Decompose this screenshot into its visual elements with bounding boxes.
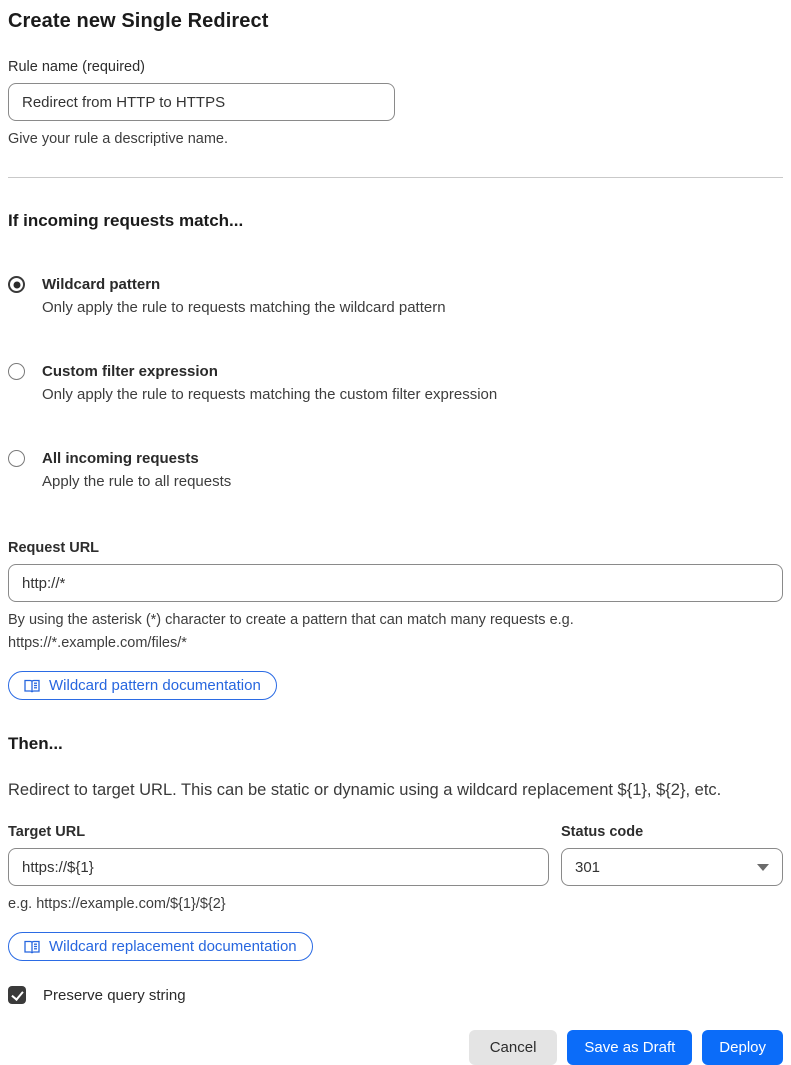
page-title: Create new Single Redirect [8, 10, 269, 32]
rule-name-input[interactable] [8, 83, 395, 121]
status-code-value: 301 [575, 858, 601, 876]
caret-down-icon [757, 864, 769, 871]
status-code-label: Status code [561, 824, 644, 840]
request-url-help-line2: https://*.example.com/files/* [8, 635, 187, 651]
request-url-help-line1: By using the asterisk (*) character to create a pattern that can match many requests e.g. [8, 612, 574, 628]
radio-description: Apply the rule to all requests [42, 473, 232, 490]
deploy-button[interactable]: Deploy [702, 1030, 783, 1065]
preserve-query-row[interactable] [8, 986, 783, 1004]
target-url-value: https://${1} [22, 858, 94, 876]
book-icon [24, 679, 40, 693]
rule-name-label: Rule name (required) [8, 59, 146, 75]
request-url-input[interactable] [8, 564, 783, 602]
radio-option-all-requests[interactable] [8, 448, 783, 493]
radio-label: Wildcard pattern [42, 276, 161, 293]
target-url-label: Target URL [8, 824, 86, 840]
radio-unselected-icon[interactable] [8, 363, 25, 380]
radio-description: Only apply the rule to requests matching the wildcard pattern [42, 299, 446, 316]
wildcard-replacement-doc-button[interactable] [8, 932, 313, 961]
radio-description: Only apply the rule to requests matching the custom filter expression [42, 386, 498, 403]
target-url-help: e.g. https://example.com/${1}/${2} [8, 896, 226, 912]
radio-unselected-icon[interactable] [8, 450, 25, 467]
doc-button-label: Wildcard pattern documentation [49, 677, 261, 694]
save-as-draft-button[interactable]: Save as Draft [567, 1030, 692, 1065]
target-url-input[interactable] [8, 848, 549, 886]
request-url-label: Request URL [8, 540, 100, 556]
target-status-row [8, 824, 783, 916]
radio-option-custom-filter[interactable] [8, 361, 783, 406]
book-icon [24, 940, 40, 954]
request-url-help [8, 609, 783, 655]
status-code-select[interactable] [561, 848, 783, 886]
then-description: Redirect to target URL. This can be static or dynamic using a wildcard replacement ${1}, ${2}, etc. [8, 781, 722, 799]
rule-name-value: Redirect from HTTP to HTTPS [22, 93, 226, 111]
cancel-button[interactable]: Cancel [469, 1030, 558, 1065]
rule-name-help: Give your rule a descriptive name. [8, 131, 229, 147]
radio-label: Custom filter expression [42, 363, 218, 380]
then-section-heading: Then... [8, 734, 63, 753]
radio-option-wildcard-pattern[interactable] [8, 274, 783, 319]
wildcard-pattern-doc-button[interactable] [8, 671, 277, 700]
radio-label: All incoming requests [42, 450, 199, 467]
section-divider [8, 177, 783, 178]
checkbox-checked-icon[interactable] [8, 986, 26, 1004]
preserve-query-label: Preserve query string [43, 986, 186, 1004]
match-section-heading: If incoming requests match... [8, 211, 244, 230]
footer-actions [8, 1030, 783, 1065]
doc-button-label: Wildcard replacement documentation [49, 938, 297, 955]
radio-selected-icon[interactable] [8, 276, 25, 293]
request-url-value: http://* [22, 574, 66, 592]
